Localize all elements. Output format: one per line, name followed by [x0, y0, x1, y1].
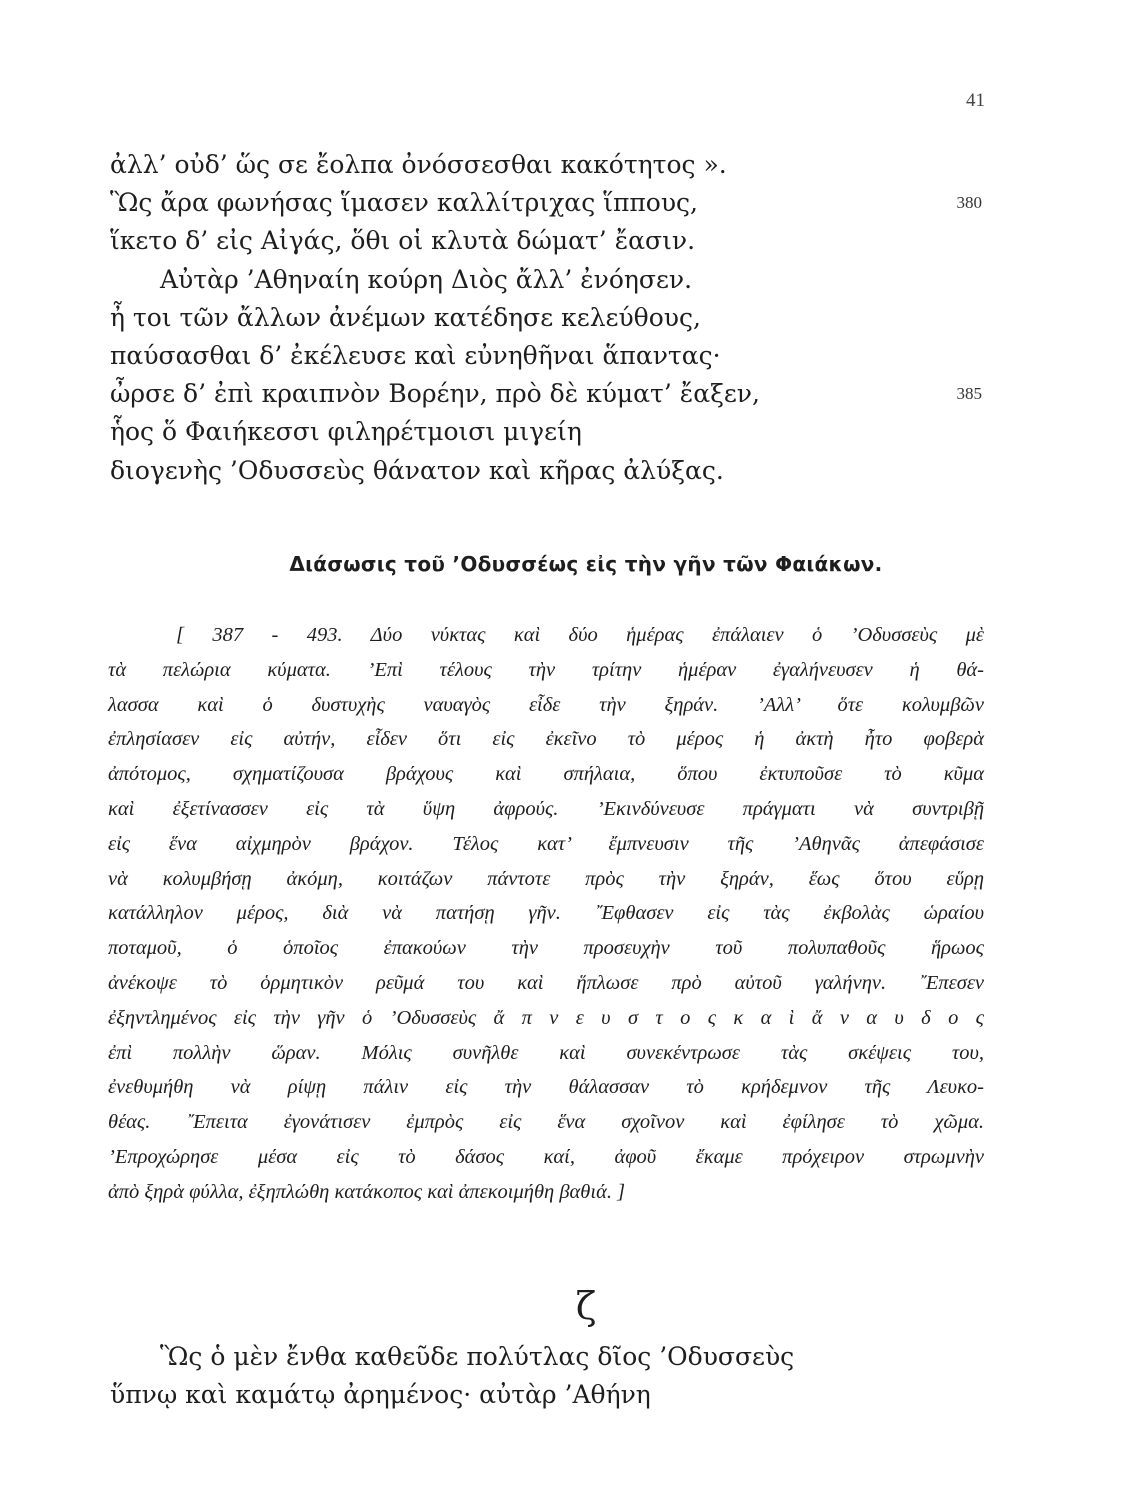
summary-line: ποταμοῦ, ὁ ὁποῖος ἐπακούων τὴν προσευχὴν τοῦ πολυπαθοῦς ἥρωος — [108, 937, 984, 960]
verse-line — [110, 413, 1010, 451]
verse-text: ἀλλ’ οὐδ’ ὥς σε ἔολπα ὀνόσσεσθαι κακότητος ». — [110, 150, 727, 179]
line-number: 385 — [956, 384, 982, 404]
verse-text: ἦ τοι τῶν ἄλλων ἀνέμων κατέδησε κελεύθους, — [110, 302, 701, 332]
line-number: 380 — [956, 193, 982, 213]
summary-line: [ 387 - 493. Δύο νύκτας καὶ δύο ἡμέρας ἐπάλαιεν ὁ ’Οδυσσεὺς μὲ — [176, 624, 984, 646]
verse-text: Αὐτὰρ ’Αθηναίη κούρη Διὸς ἄλλ’ ἐνόησεν. — [160, 264, 693, 294]
verse-line — [110, 1376, 1010, 1414]
summary-line: ἀπὸ ξηρὰ φύλλα, ἐξηπλώθη κατάκοπος καὶ ἀπεκοιμήθη βαθιά. ] — [108, 1180, 626, 1203]
summary-line: λασσα καὶ ὁ δυστυχὴς ναυαγὸς εἶδε τὴν ξηράν. ’Αλλ’ ὅτε κολυμβῶν — [108, 693, 984, 716]
summary-line: ἀνέκοψε τὸ ὁρμητικὸν ρεῦμά του καὶ ἥπλωσε πρὸ αὐτοῦ γαλήνην. ῎Επεσεν — [108, 971, 984, 994]
summary-line: θέας. ῎Επειτα ἐγονάτισεν ἐμπρὸς εἰς ἕνα σχοῖνον καὶ ἐφίλησε τὸ χῶμα. — [108, 1111, 984, 1134]
summary-line: εἰς ἕνα αἰχμηρὸν βράχον. Τέλος κατ’ ἔμπνευσιν τῆς ’Αθηνᾶς ἀπεφάσισε — [108, 832, 984, 855]
verse-text: παύσασθαι δ’ ἐκέλευσε καὶ εὐνηθῆναι ἅπαντας· — [110, 340, 721, 370]
verse-text: ἧος ὅ Φαιήκεσσι φιληρέτμοισι μιγείη — [110, 417, 582, 447]
summary-line: καὶ ἐξετίνασσεν εἰς τὰ ὕψη ἀφρούς. ’Εκινδύνευσε πράγματι νὰ συντριβῇ — [108, 797, 984, 820]
verse-block-top — [110, 146, 1010, 490]
summary-line: ἐξηντλημένος εἰς τὴν γῆν ὁ ’Οδυσσεὺς ἄ π ν ε υ σ τ ο ς κ α ὶ ἄ ν α υ δ ο ς — [108, 1006, 984, 1029]
verse-line — [110, 375, 1010, 413]
verse-line — [110, 299, 1010, 337]
verse-line — [110, 184, 1010, 222]
verse-text: ἵκετο δ’ εἰς Αἰγάς, ὅθι οἱ κλυτὰ δώματ’ ἔασιν. — [110, 226, 696, 256]
section-heading: Διάσωσις τοῦ ’Οδυσσέως εἰς τὴν γῆν τῶν Φαιάκων. — [289, 552, 883, 576]
summary-line: ἐνεθυμήθη νὰ ρίψῃ πάλιν εἰς τὴν θάλασσαν τὸ κρήδεμνον τῆς Λευκο- — [108, 1076, 984, 1099]
summary-line: ἐπὶ πολλὴν ὥραν. Μόλις συνῆλθε καὶ συνεκέντρωσε τὰς σκέψεις του, — [108, 1041, 984, 1064]
verse-text: ὦρσε δ’ ἐπὶ κραιπνὸν Βορέην, πρὸ δὲ κύματ’ ἔαξεν, — [110, 379, 760, 409]
summary-line: κατάλληλον μέρος, διὰ νὰ πατήσῃ γῆν. ῎Εφθασεν εἰς τὰς ἐκβολὰς ὡραίου — [108, 902, 984, 925]
book-letter: ζ — [575, 1284, 597, 1328]
page-number: 41 — [966, 90, 985, 111]
summary-paragraph — [108, 618, 984, 1210]
verse-line — [110, 452, 1010, 490]
verse-line — [110, 1338, 1010, 1376]
summary-line: ’Επροχώρησε μέσα εἰς τὸ δάσος καί, ἀφοῦ ἔκαμε πρόχειρον στρωμνὴν — [108, 1145, 984, 1168]
verse-text: Ὣς ἄρα φωνήσας ἵμασεν καλλίτριχας ἵππους, — [110, 188, 699, 218]
summary-line: νὰ κολυμβήσῃ ἀκόμη, κοιτάζων πάντοτε πρὸς τὴν ξηράν, ἕως ὅτου εὕρῃ — [108, 867, 984, 890]
verse-text: Ὣς ὁ μὲν ἔνθα καθεῦδε πολύτλας δῖος ’Οδυσσεὺς — [160, 1342, 795, 1371]
verse-line — [110, 337, 1010, 375]
summary-line: ἀπότομος, σχηματίζουσα βράχους καὶ σπήλαια, ὅπου ἐκτυποῦσε τὸ κῦμα — [108, 763, 984, 786]
verse-block-bottom — [110, 1338, 1010, 1414]
verse-line — [110, 222, 1010, 260]
summary-line: ἐπλησίασεν εἰς αὐτήν, εἶδεν ὅτι εἰς ἐκεῖνο τὸ μέρος ἡ ἀκτὴ ἦτο φοβερὰ — [108, 728, 984, 751]
verse-line — [110, 261, 1010, 299]
verse-line — [110, 146, 1010, 184]
verse-text: διογενὴς ’Οδυσσεὺς θάνατον καὶ κῆρας ἀλύξας. — [110, 455, 724, 485]
summary-line: τὰ πελώρια κύματα. ’Επὶ τέλους τὴν τρίτην ἡμέραν ἐγαλήνευσεν ἡ θά- — [108, 658, 984, 681]
verse-text: ὕπνῳ καὶ καμάτῳ ἀρημένος· αὐτὰρ ’Αθήνη — [110, 1380, 651, 1410]
